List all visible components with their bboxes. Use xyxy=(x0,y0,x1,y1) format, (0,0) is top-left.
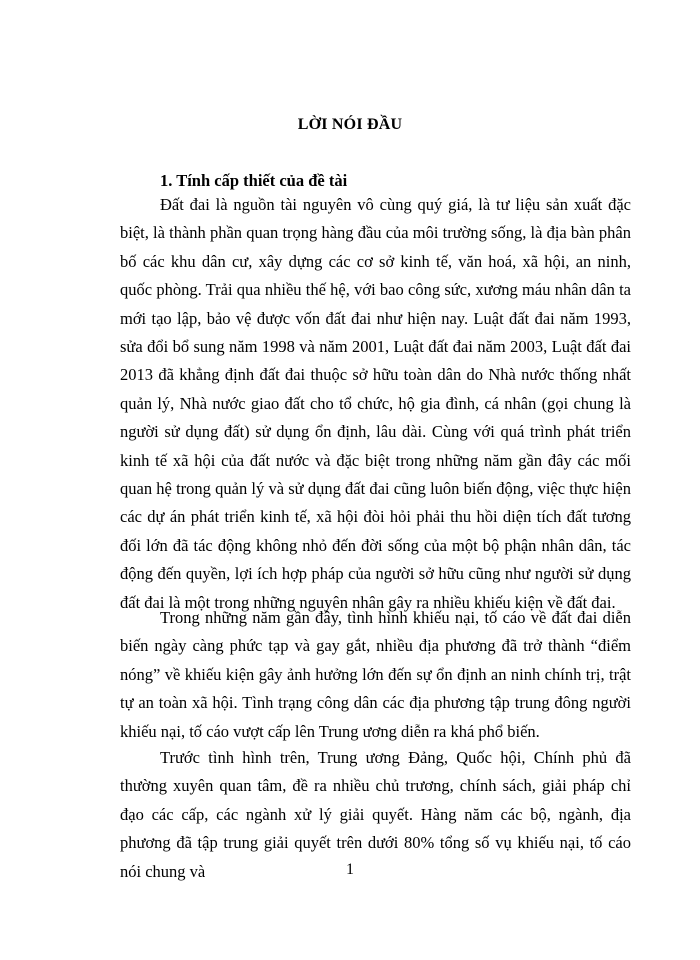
paragraph-3: Trước tình hình trên, Trung ương Đảng, Quốc hội, Chính phủ đã thường xuyên quan tâm, đề ra nhiều chủ trương, chính sách, giải pháp chỉ đạo các cấp, các ngành xử lý giải quyết. Hàng năm các bộ, ngành, địa phương đã tập trung giải quyết trên dưới 80% tổng số vụ khiếu nại, tố cáo nói chung và xyxy=(120,748,631,881)
paragraph-2: Trong những năm gần đây, tình hình khiếu nại, tố cáo về đất đai diễn biến ngày càng phức tạp và gay gắt, nhiều địa phương đã trở thành “điểm nóng” về khiếu kiện gây ảnh hưởng lớn đến sự ổn định an ninh chính trị, trật tự an toàn xã hội. Tình trạng công dân các địa phương tập trung đông người khiếu nại, tố cáo vượt cấp lên Trung ương diễn ra khá phổ biến. xyxy=(120,608,631,741)
section-heading: 1. Tính cấp thiết của đề tài xyxy=(160,171,348,190)
page-number: 1 xyxy=(346,861,354,878)
paragraph-1: Đất đai là nguồn tài nguyên vô cùng quý giá, là tư liệu sản xuất đặc biệt, là thành phần quan trọng hàng đầu của môi trường sống, là địa bàn phân bố các khu dân cư, xây dựng các cơ sở kinh tế, văn hoá, xã hội, an ninh, quốc phòng. Trải qua nhiều thế hệ, với bao công sức, xương máu nhân dân ta mới tạo lập, bảo vệ được vốn đất đai như hiện nay. Luật đất đai năm 1993, sửa đổi bổ sung năm 1998 và năm 2001, Luật đất đai năm 2003, Luật đất đai 2013 đã khẳng định đất đai thuộc sở hữu toàn dân do Nhà nước thống nhất quản lý, Nhà nước giao đất cho tổ chức, hộ gia đình, cá nhân (gọi chung là người sử dụng đất) sử dụng ổn định, lâu dài. Cùng với quá trình phát triển kinh tế xã hội của đất nước và đặc biệt trong những năm gần đây các mối quan hệ trong quản lý và sử dụng đất đai cũng luôn biến động, việc thực hiện các dự án phát triển kinh tế, xã hội đòi hỏi phải thu hồi diện tích đất tương đối lớn đã tác động không nhỏ đến đời sống của một bộ phận nhân dân, tác động đến quyền, lợi ích hợp pháp của người sở hữu cũng như người sử dụng đất đai là một trong những nguyên nhân gây ra nhiều khiếu kiện về đất đai. xyxy=(120,195,631,612)
page-title: LỜI NÓI ĐẦU xyxy=(297,116,403,133)
